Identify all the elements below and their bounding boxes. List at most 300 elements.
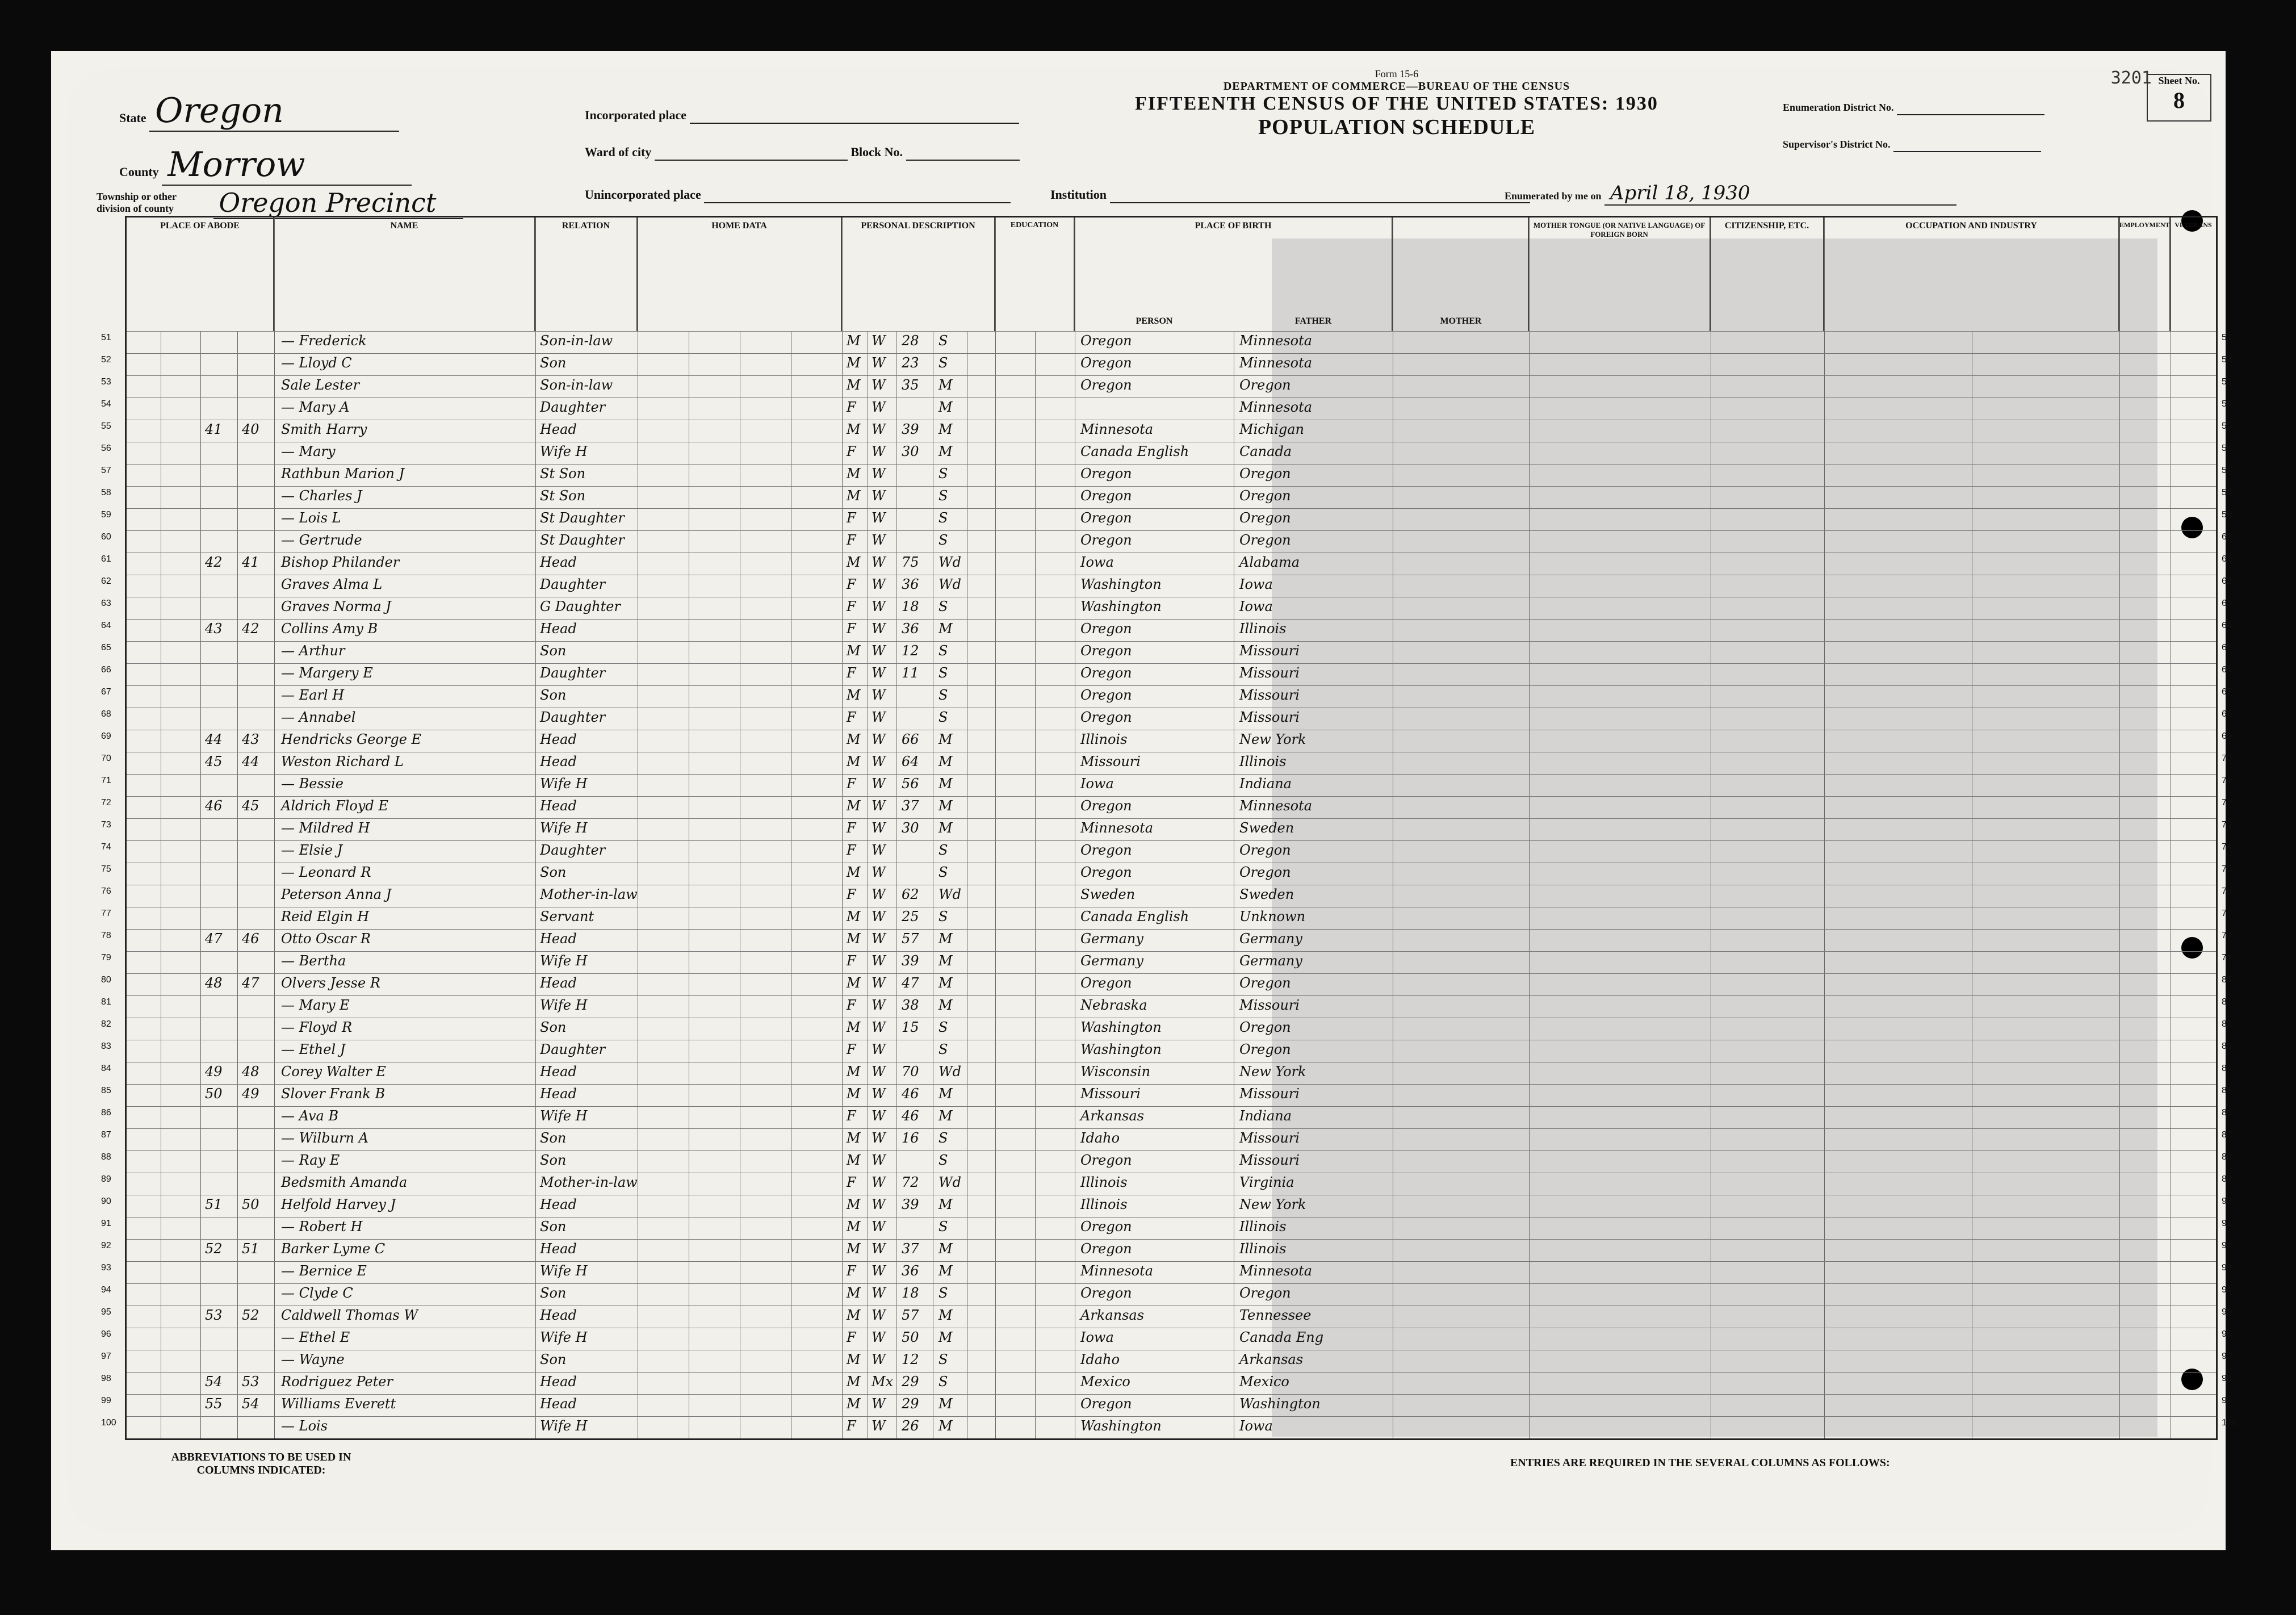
birthplace: Germany	[1080, 931, 1143, 947]
relation: Daughter	[540, 665, 606, 681]
birthplace: Washington	[1080, 576, 1162, 592]
father-birthplace: Minnesota	[1239, 333, 1313, 349]
form-number: Form 15-6	[1375, 68, 1419, 80]
row-number-right: 87	[2222, 1130, 2232, 1140]
sex: F	[847, 709, 856, 725]
sex: M	[847, 864, 861, 880]
birthplace: Oregon	[1080, 1396, 1132, 1412]
race: W	[872, 1307, 886, 1323]
father-birthplace: Oregon	[1239, 532, 1291, 548]
family-number: 40	[242, 421, 259, 437]
age: 66	[902, 731, 919, 747]
birthplace: Oregon	[1080, 709, 1132, 725]
row-number-right: 100	[2222, 1418, 2237, 1428]
sex: M	[847, 1241, 861, 1257]
relation: Servant	[540, 909, 594, 924]
birthplace: Illinois	[1080, 1174, 1128, 1190]
marital-status: S	[938, 1374, 948, 1390]
person-name: — Ethel J	[281, 1041, 346, 1057]
birthplace: Idaho	[1080, 1352, 1120, 1367]
person-name: Bishop Philander	[281, 554, 400, 570]
marital-status: M	[938, 953, 953, 969]
person-name: Bedsmith Amanda	[281, 1174, 408, 1190]
sex: M	[847, 731, 861, 747]
header-mother-tongue: MOTHER TONGUE (OR NATIVE LANGUAGE) OF FOREIGN BORN	[1529, 217, 1711, 331]
sex: F	[847, 1108, 856, 1124]
birthplace: Oregon	[1080, 665, 1132, 681]
person-name: — Wilburn A	[281, 1130, 368, 1146]
birthplace: Mexico	[1080, 1374, 1130, 1390]
marital-status: Wd	[938, 1174, 962, 1190]
sex: M	[847, 355, 861, 371]
table-row	[101, 907, 2232, 927]
birthplace: Oregon	[1080, 466, 1132, 482]
father-birthplace: Unknown	[1239, 909, 1306, 924]
relation: Head	[540, 1396, 577, 1412]
row-number: 93	[101, 1263, 111, 1273]
table-row	[101, 1150, 2232, 1170]
person-name: — Floyd R	[281, 1019, 353, 1035]
relation: Head	[540, 798, 577, 814]
sex: F	[847, 953, 856, 969]
birthplace: Illinois	[1080, 731, 1128, 747]
father-birthplace: Mexico	[1239, 1374, 1289, 1390]
age: 12	[902, 643, 919, 659]
birthplace: Oregon	[1080, 1241, 1132, 1257]
birthplace: Canada English	[1080, 444, 1189, 459]
person-name: Hendricks George E	[281, 731, 422, 747]
marital-status: M	[938, 931, 953, 947]
enum-district-field	[1783, 99, 2044, 115]
father-birthplace: Missouri	[1239, 643, 1300, 659]
relation: Wife H	[540, 953, 588, 969]
table-row	[101, 1350, 2232, 1370]
marital-status: S	[938, 599, 948, 614]
person-name: — Margery E	[281, 665, 373, 681]
header-relation: RELATION	[535, 217, 638, 331]
relation: St Son	[540, 488, 586, 504]
marital-status: S	[938, 510, 948, 526]
sex: M	[847, 1019, 861, 1035]
birthplace: Oregon	[1080, 864, 1132, 880]
race: W	[872, 1086, 886, 1102]
sex: M	[847, 466, 861, 482]
row-number-right: 96	[2222, 1329, 2232, 1339]
dwelling-number: 42	[205, 554, 223, 570]
race: W	[872, 776, 886, 792]
marital-status: M	[938, 1263, 953, 1279]
person-name: — Bessie	[281, 776, 343, 792]
census-title: FIFTEENTH CENSUS OF THE UNITED STATES: 1930	[1135, 93, 1658, 114]
race: W	[872, 599, 886, 614]
person-name: — Ava B	[281, 1108, 339, 1124]
race: W	[872, 466, 886, 482]
marital-status: M	[938, 1108, 953, 1124]
birthplace: Arkansas	[1080, 1307, 1145, 1323]
race: W	[872, 1263, 886, 1279]
father-birthplace: Illinois	[1239, 621, 1287, 637]
row-number: 68	[101, 709, 111, 719]
row-number: 86	[101, 1108, 111, 1118]
row-number: 76	[101, 886, 111, 896]
row-number-right: 80	[2222, 975, 2232, 985]
relation: St Son	[540, 466, 586, 482]
birthplace: Oregon	[1080, 1152, 1132, 1168]
marital-status: S	[938, 842, 948, 858]
father-birthplace: Oregon	[1239, 864, 1291, 880]
row-number-right: 86	[2222, 1108, 2232, 1118]
row-number-right: 55	[2222, 421, 2232, 431]
race: W	[872, 709, 886, 725]
father-birthplace: Minnesota	[1239, 399, 1313, 415]
family-number: 47	[242, 975, 259, 991]
row-number: 79	[101, 953, 111, 963]
race: W	[872, 1285, 886, 1301]
race: W	[872, 1196, 886, 1212]
age: 28	[902, 333, 919, 349]
father-birthplace: Virginia	[1239, 1174, 1294, 1190]
row-number-right: 78	[2222, 931, 2232, 940]
table-row	[101, 863, 2232, 882]
row-number-right: 98	[2222, 1374, 2232, 1383]
row-number: 81	[101, 997, 111, 1007]
race: W	[872, 1064, 886, 1080]
row-number-right: 92	[2222, 1241, 2232, 1250]
person-name: — Wayne	[281, 1352, 345, 1367]
person-name: — Mary E	[281, 997, 350, 1013]
row-number-right: 71	[2222, 776, 2232, 785]
marital-status: M	[938, 1307, 953, 1323]
table-row	[101, 375, 2232, 395]
father-birthplace: Sweden	[1239, 820, 1294, 836]
relation: Head	[540, 621, 577, 637]
row-number-right: 64	[2222, 621, 2232, 630]
row-number: 100	[101, 1418, 116, 1428]
marital-status: M	[938, 421, 953, 437]
table-row	[101, 442, 2232, 462]
birthplace: Oregon	[1080, 488, 1132, 504]
father-birthplace: New York	[1239, 1064, 1306, 1080]
row-number-right: 54	[2222, 399, 2232, 409]
county-label: County	[119, 165, 159, 179]
table-row	[101, 1106, 2232, 1126]
age: 72	[902, 1174, 919, 1190]
relation: Son-in-law	[540, 377, 613, 393]
entries-note: ENTRIES ARE REQUIRED IN THE SEVERAL COLUMNS AS FOLLOWS:	[1510, 1457, 1890, 1469]
race: W	[872, 532, 886, 548]
row-number-right: 79	[2222, 953, 2232, 963]
person-name: Corey Walter E	[281, 1064, 386, 1080]
relation: Daughter	[540, 1041, 606, 1057]
dwelling-number: 49	[205, 1064, 223, 1080]
row-number-right: 59	[2222, 510, 2232, 520]
race: W	[872, 731, 886, 747]
race: W	[872, 864, 886, 880]
person-name: — Clyde C	[281, 1285, 353, 1301]
person-name: Olvers Jesse R	[281, 975, 380, 991]
relation: Son	[540, 1219, 567, 1235]
sex: F	[847, 576, 856, 592]
enumerated-value: April 18, 1930	[1604, 182, 1956, 206]
dwelling-number: 46	[205, 798, 223, 814]
family-number: 53	[242, 1374, 259, 1390]
dwelling-number: 41	[205, 421, 223, 437]
sex: F	[847, 532, 856, 548]
sex: M	[847, 643, 861, 659]
relation: Daughter	[540, 399, 606, 415]
father-birthplace: Oregon	[1239, 1019, 1291, 1035]
family-number: 50	[242, 1196, 259, 1212]
table-row	[101, 597, 2232, 617]
schedule-title: POPULATION SCHEDULE	[1258, 115, 1536, 139]
table-row	[101, 885, 2232, 905]
age: 47	[902, 975, 919, 991]
father-birthplace: Michigan	[1239, 421, 1304, 437]
table-row	[101, 929, 2232, 949]
row-number: 61	[101, 554, 111, 564]
table-row	[101, 774, 2232, 794]
row-number-right: 74	[2222, 842, 2232, 852]
table-row	[101, 1195, 2232, 1215]
row-number-right: 68	[2222, 709, 2232, 719]
person-name: — Ray E	[281, 1152, 340, 1168]
relation: Head	[540, 1086, 577, 1102]
row-number: 56	[101, 444, 111, 453]
race: W	[872, 1174, 886, 1190]
place-of-birth-title: PLACE OF BIRTH	[1195, 221, 1272, 231]
marital-status: Wd	[938, 886, 962, 902]
page-stamp: 3201	[2110, 68, 2152, 88]
dwelling-number: 47	[205, 931, 223, 947]
sex: F	[847, 599, 856, 614]
relation: Head	[540, 1307, 577, 1323]
person-name: — Lloyd C	[281, 355, 352, 371]
sex: M	[847, 754, 861, 769]
table-row	[101, 995, 2232, 1015]
age: 37	[902, 1241, 919, 1257]
table-row	[101, 1173, 2232, 1193]
incorporated-label: Incorporated place	[585, 108, 687, 122]
row-number-right: 62	[2222, 576, 2232, 586]
row-number: 62	[101, 576, 111, 586]
table-row	[101, 619, 2232, 639]
row-number-right: 61	[2222, 554, 2232, 564]
marital-status: S	[938, 466, 948, 482]
race: W	[872, 554, 886, 570]
sex: M	[847, 1196, 861, 1212]
birthplace: Washington	[1080, 1019, 1162, 1035]
marital-status: M	[938, 798, 953, 814]
row-number-right: 97	[2222, 1352, 2232, 1361]
township-label: Township or other division of county	[97, 191, 177, 214]
enumerated-field	[1505, 182, 1956, 206]
marital-status: S	[938, 1041, 948, 1057]
marital-status: M	[938, 1241, 953, 1257]
sex: F	[847, 997, 856, 1013]
age: 30	[902, 820, 919, 836]
marital-status: M	[938, 1329, 953, 1345]
marital-status: M	[938, 997, 953, 1013]
institution-label: Institution	[1050, 187, 1107, 202]
marital-status: M	[938, 1086, 953, 1102]
row-number: 78	[101, 931, 111, 940]
department-name: DEPARTMENT OF COMMERCE—BUREAU OF THE CENSUS	[1223, 80, 1570, 93]
relation: Daughter	[540, 842, 606, 858]
father-birthplace: Iowa	[1239, 576, 1273, 592]
row-number-right: 66	[2222, 665, 2232, 675]
age: 62	[902, 886, 919, 902]
table-row	[101, 730, 2232, 750]
sex: F	[847, 1418, 856, 1434]
sex: M	[847, 1352, 861, 1367]
row-number-right: 75	[2222, 864, 2232, 874]
person-name: — Arthur	[281, 643, 345, 659]
relation: Head	[540, 554, 577, 570]
table-row	[101, 353, 2232, 373]
relation: Wife H	[540, 1108, 588, 1124]
father-birthplace: Illinois	[1239, 1219, 1287, 1235]
table-row	[101, 1328, 2232, 1348]
sex: M	[847, 488, 861, 504]
race: W	[872, 1041, 886, 1057]
father-birthplace: Minnesota	[1239, 355, 1313, 371]
row-number-right: 82	[2222, 1019, 2232, 1029]
table-row	[101, 752, 2232, 772]
father-birthplace: Missouri	[1239, 709, 1300, 725]
sex: M	[847, 798, 861, 814]
row-number: 90	[101, 1196, 111, 1206]
state-value: Oregon	[149, 91, 399, 132]
header-education: EDUCATION	[995, 217, 1075, 331]
table-row	[101, 553, 2232, 572]
marital-status: M	[938, 975, 953, 991]
row-number: 85	[101, 1086, 111, 1095]
row-number: 51	[101, 333, 111, 342]
race: W	[872, 643, 886, 659]
row-number-right: 65	[2222, 643, 2232, 652]
race: W	[872, 1241, 886, 1257]
birthplace: Iowa	[1080, 554, 1114, 570]
race: W	[872, 1152, 886, 1168]
dwelling-number: 52	[205, 1241, 223, 1257]
age: 57	[902, 1307, 919, 1323]
relation: Head	[540, 731, 577, 747]
dwelling-number: 54	[205, 1374, 223, 1390]
sheet-label: Sheet No.	[2158, 75, 2200, 86]
row-number-right: 51	[2222, 333, 2232, 342]
sex: F	[847, 444, 856, 459]
dwelling-number: 45	[205, 754, 223, 769]
marital-status: S	[938, 864, 948, 880]
race: W	[872, 444, 886, 459]
header-personal-description: PERSONAL DESCRIPTION	[842, 217, 995, 331]
race: W	[872, 931, 886, 947]
age: 56	[902, 776, 919, 792]
race: W	[872, 665, 886, 681]
father-birthplace: Tennessee	[1239, 1307, 1312, 1323]
father-birthplace: Illinois	[1239, 1241, 1287, 1257]
county-field	[119, 145, 412, 186]
row-number-right: 60	[2222, 532, 2232, 542]
row-number: 55	[101, 421, 111, 431]
row-number: 89	[101, 1174, 111, 1184]
row-number: 71	[101, 776, 111, 785]
row-number: 73	[101, 820, 111, 830]
father-birthplace: Oregon	[1239, 1285, 1291, 1301]
marital-status: M	[938, 377, 953, 393]
sex: F	[847, 510, 856, 526]
age: 12	[902, 1352, 919, 1367]
person-name: Rodriguez Peter	[281, 1374, 393, 1390]
ward-label: Ward of city	[585, 145, 652, 159]
age: 23	[902, 355, 919, 371]
relation: Head	[540, 1196, 577, 1212]
birthplace: Oregon	[1080, 510, 1132, 526]
marital-status: S	[938, 643, 948, 659]
sex: M	[847, 554, 861, 570]
row-number-right: 72	[2222, 798, 2232, 808]
sex: F	[847, 776, 856, 792]
row-number-right: 93	[2222, 1263, 2232, 1273]
marital-status: M	[938, 1418, 953, 1434]
race: W	[872, 1219, 886, 1235]
table-row	[101, 420, 2232, 440]
relation: Wife H	[540, 1263, 588, 1279]
header-occupation: OCCUPATION AND INDUSTRY	[1824, 217, 2119, 331]
row-number: 83	[101, 1041, 111, 1051]
row-number: 53	[101, 377, 111, 387]
relation: Son	[540, 1152, 567, 1168]
father-birthplace: Canada	[1239, 444, 1292, 459]
relation: Son	[540, 643, 567, 659]
relation: Wife H	[540, 1329, 588, 1345]
person-subheader: PERSON	[1136, 316, 1173, 326]
dwelling-number: 50	[205, 1086, 223, 1102]
age: 39	[902, 953, 919, 969]
race: W	[872, 798, 886, 814]
marital-status: S	[938, 1352, 948, 1367]
age: 30	[902, 444, 919, 459]
table-row	[101, 818, 2232, 838]
father-birthplace: Oregon	[1239, 488, 1291, 504]
family-number: 43	[242, 731, 259, 747]
sex: M	[847, 1219, 861, 1235]
row-number: 59	[101, 510, 111, 520]
table-row	[101, 663, 2232, 683]
person-name: — Charles J	[281, 488, 362, 504]
table-row	[101, 685, 2232, 705]
birthplace: Oregon	[1080, 377, 1132, 393]
sex: M	[847, 1152, 861, 1168]
age: 36	[902, 1263, 919, 1279]
birthplace: Iowa	[1080, 1329, 1114, 1345]
race: W	[872, 1418, 886, 1434]
marital-status: S	[938, 709, 948, 725]
race: W	[872, 909, 886, 924]
marital-status: S	[938, 909, 948, 924]
header-place-of-abode: PLACE OF ABODE	[127, 217, 274, 331]
table-row	[101, 1128, 2232, 1148]
table-row	[101, 575, 2232, 595]
table-row	[101, 398, 2232, 417]
person-name: — Leonard R	[281, 864, 371, 880]
relation: Son-in-law	[540, 333, 613, 349]
father-birthplace: Oregon	[1239, 510, 1291, 526]
person-name: Graves Norma J	[281, 599, 391, 614]
marital-status: M	[938, 754, 953, 769]
marital-status: S	[938, 1019, 948, 1035]
birthplace: Oregon	[1080, 643, 1132, 659]
